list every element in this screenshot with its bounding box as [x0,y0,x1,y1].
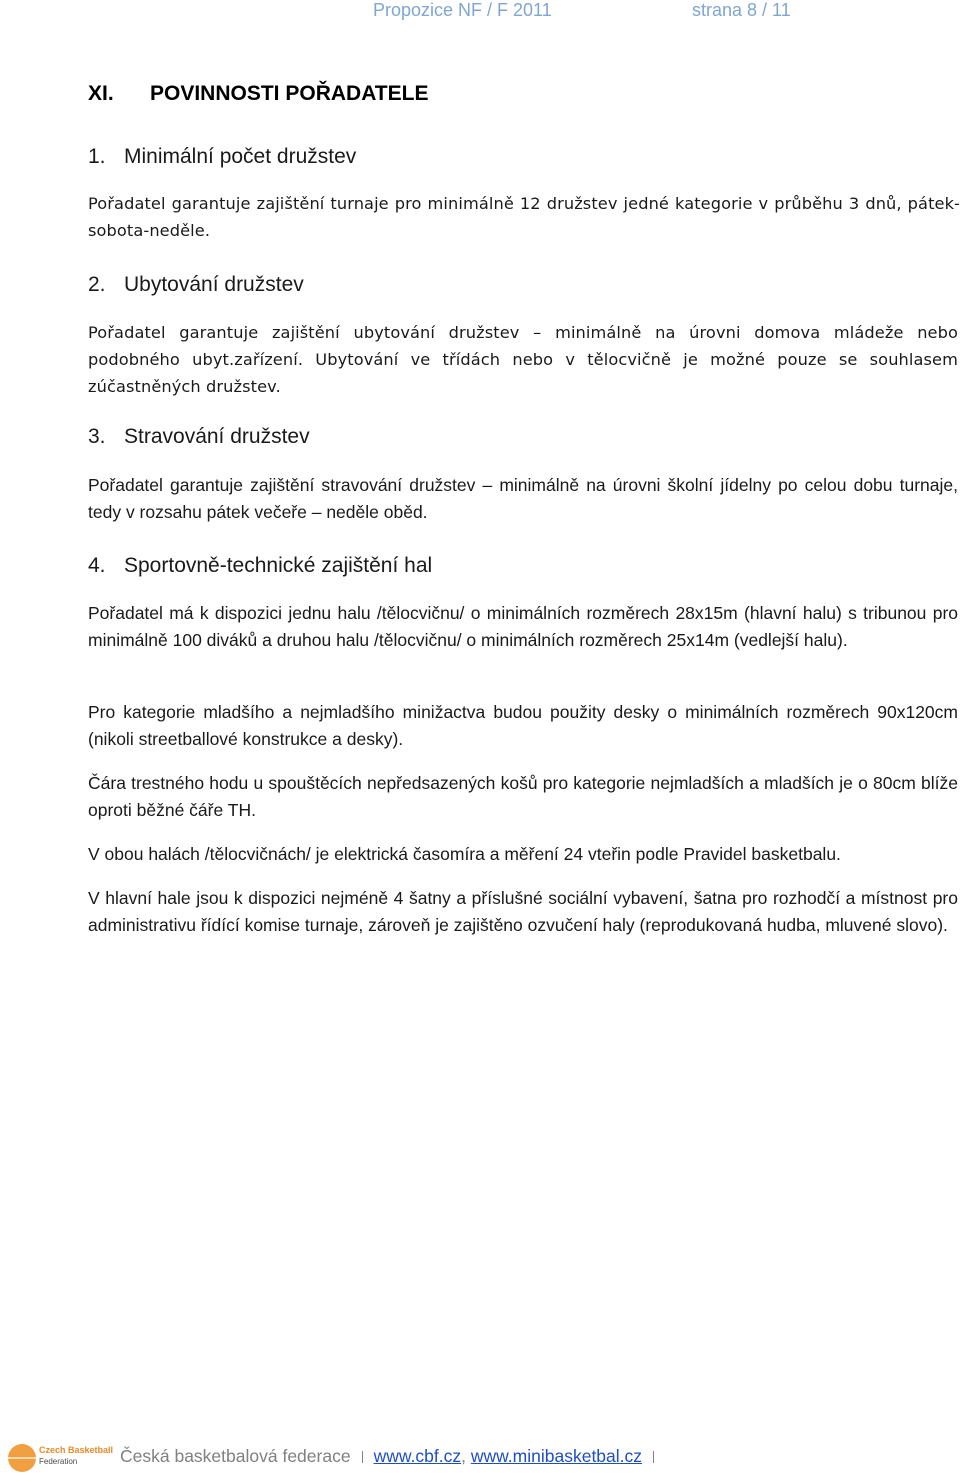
paragraph: V obou halách /tělocvičnách/ je elektrická časomíra a měření 24 vteřin podle Pravidel basketbalu. [88,844,841,864]
item-heading [88,145,356,169]
item-heading [88,273,304,297]
paragraph: Pro kategorie mladšího a nejmladšího minižactva budou použity desky o minimálních rozměrech 90x120cm (nikoli streetballové konstrukce a desky). [88,702,958,749]
federation-logo [8,1442,114,1476]
section-title: POVINNOSTI POŘADATELE [150,82,429,105]
section-number: XI. [88,82,114,105]
item-title: Sportovně-technické zajištění hal [124,554,433,577]
item-heading [88,425,310,449]
item-number: 3. [88,425,106,448]
link-minibasketbal[interactable]: www.minibasketbal.cz [470,1446,643,1466]
item-title: Ubytování družstev [124,273,304,296]
divider [653,1451,654,1463]
paragraph: Pořadatel garantuje zajištění ubytování družstev – minimálně na úrovni domova mládeže nebo podobného ubyt.zařízení. Ubytování ve třídách nebo v tělocvičně je možné pouze se souhlasem zúčastněných družstev. [88,323,958,396]
item-number: 1. [88,145,106,168]
footer-text [120,1446,665,1467]
link-cbf[interactable]: www.cbf.cz [373,1446,462,1466]
item-title: Stravování družstev [124,425,310,448]
basketball-icon [8,1444,36,1472]
comma: , [461,1446,466,1466]
logo-line-2: Federation [39,1457,78,1466]
page-header [0,0,960,26]
paragraph: V hlavní hale jsou k dispozici nejméně 4 šatny a příslušné sociální vybavení, šatna pro rozhodčí a místnost pro administrativu řídící komise turnaje, zároveň je zajištěno ozvučení haly (reprodukovaná hudba, mluvené slovo). [88,888,958,935]
item-number: 4. [88,554,106,577]
document-title: Propozice NF / F 2011 [373,0,552,20]
page-footer [0,1440,960,1479]
paragraph: Čára trestného hodu u spouštěcích nepředsazených košů pro kategorie nejmladších a mladších je o 80cm blíže oproti běžné čáře TH. [88,773,958,820]
logo-line-1: Czech Basketball [39,1445,114,1455]
paragraph: Pořadatel má k dispozici jednu halu /tělocvičnu/ o minimálních rozměrech 28x15m (hlavní halu) s tribunou pro minimálně 100 diváků a druhou halu /tělocvičnu/ o minimálních rozměrech 25x14m (vedlejší halu). [88,603,958,650]
item-heading [88,554,432,578]
item-title: Minimální počet družstev [124,145,357,168]
item-number: 2. [88,273,106,296]
paragraph: Pořadatel garantuje zajištění turnaje pro minimálně 12 družstev jedné kategorie v průběhu 3 dnů, pátek-sobota-neděle. [88,194,960,240]
paragraph: Pořadatel garantuje zajištění stravování družstev – minimálně na úrovni školní jídelny po celou dobu turnaje, tedy v rozsahu pátek večeře – neděle oběd. [88,475,958,522]
page-number: strana 8 / 11 [692,0,791,20]
section-heading [88,82,428,106]
organization-name: Česká basketbalová federace [120,1446,351,1466]
divider [362,1451,363,1463]
